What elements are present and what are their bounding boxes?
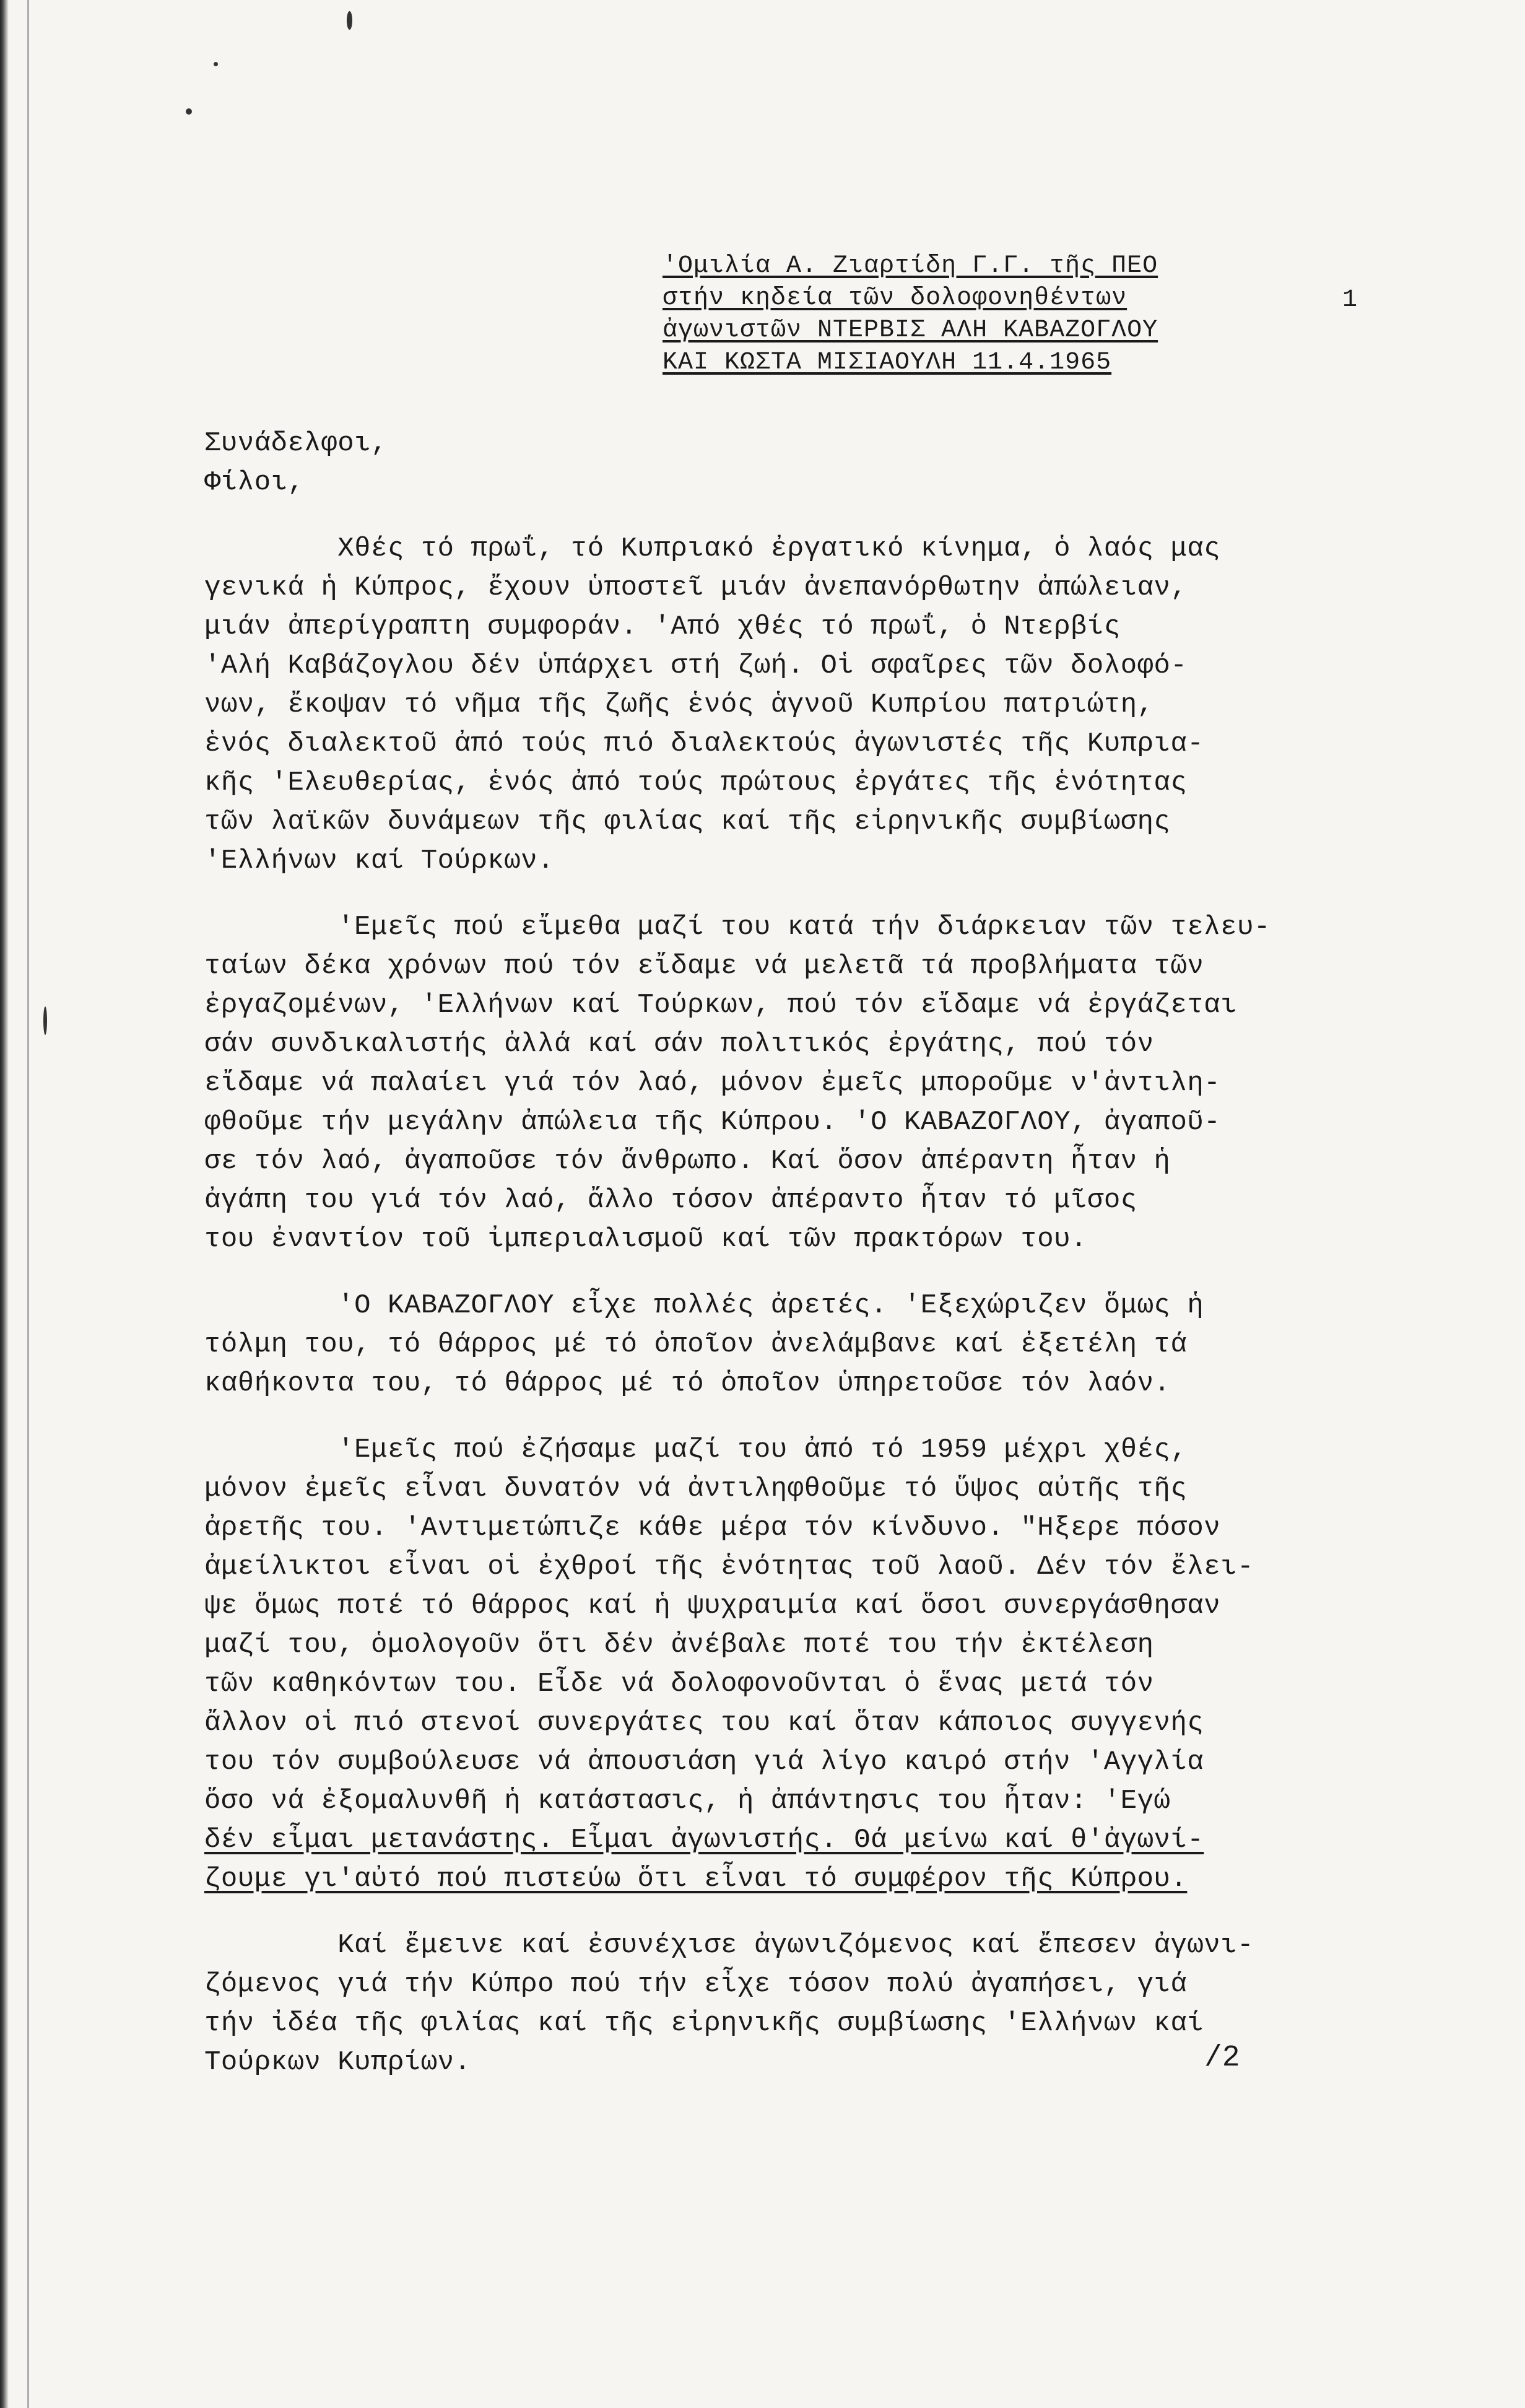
scan-mark: [214, 62, 218, 66]
paragraph: [204, 908, 1381, 1259]
text-line: τῶν λαϊκῶν δυνάμεων τῆς φιλίας καί τῆς εἰρηνικῆς συμβίωσης: [204, 806, 1171, 837]
text-line: ἐργαζομένων, 'Ελλήνων καί Τούρκων, πού τόν εἴδαμε νά ἐργάζεται: [204, 990, 1238, 1021]
text-line: νων, ἔκοψαν τό νῆμα τῆς ζωῆς ἑνός ἁγνοῦ Κυπρίου πατριώτη,: [204, 689, 1154, 720]
text-line: κῆς 'Ελευθερίας, ἑνός ἀπό τούς πρώτους ἐργάτες τῆς ἑνότητας: [204, 767, 1188, 798]
text-line: του ἐναντίον τοῦ ἰμπεριαλισμοῦ καί τῶν πρακτόρων του.: [204, 1224, 1087, 1255]
text-line: σάν συνδικαλιστής ἀλλά καί σάν πολιτικός ἐργάτης, πού τόν: [204, 1029, 1154, 1060]
text-line: σε τόν λαό, ἀγαποῦσε τόν ἄνθρωπο. Καί ὅσον ἀπέραντη ἦταν ἡ: [204, 1146, 1171, 1177]
heading-line: 'Ομιλία Α. Ζιαρτίδη Γ.Γ. τῆς ΠΕΟ: [663, 252, 1158, 280]
paragraph: [204, 1431, 1381, 1899]
heading-line: ἀγωνιστῶν ΝΤΕΡΒΙΣ ΑΛΗ ΚΑΒΑΖΟΓΛΟΥ: [663, 316, 1158, 344]
underlined-quote-line: δέν εἶμαι μετανάστης. Εἶμαι ἀγωνιστής. Θά μείνω καί θ'ἀγωνί-: [204, 1825, 1204, 1856]
scan-mark: [347, 11, 352, 30]
text-line: μόνον ἐμεῖς εἶναι δυνατόν νά ἀντιληφθοῦμε τό ὕψος αὐτῆς τῆς: [204, 1473, 1188, 1504]
text-line: ζόμενος γιά τήν Κύπρο πού τήν εἶχε τόσον πολύ ἀγαπήσει, γιά: [204, 1969, 1188, 2000]
text-line: τόλμη του, τό θάρρος μέ τό ὁποῖον ἀνελάμβανε καί ἐξετέλη τά: [204, 1329, 1188, 1360]
text-line: 'Ελλήνων καί Τούρκων.: [204, 845, 554, 876]
text-line: ἀμείλικτοι εἶναι οἱ ἐχθροί τῆς ἑνότητας τοῦ λαοῦ. Δέν τόν ἔλει-: [204, 1551, 1254, 1582]
text-line: φθοῦμε τήν μεγάλην ἀπώλεια τῆς Κύπρου. 'Ο ΚΑΒΑΖΟΓΛΟΥ, ἀγαποῦ-: [204, 1107, 1221, 1138]
text-line: μιάν ἀπερίγραπτη συμφοράν. 'Από χθές τό πρωΐ, ὁ Ντερβίς: [204, 611, 1121, 642]
scan-edge-line: [27, 0, 29, 2408]
text-line: ψε ὅμως ποτέ τό θάρρος καί ἡ ψυχραιμία καί ὅσοι συνεργάσθησαν: [204, 1590, 1221, 1621]
text-line: Χθές τό πρωΐ, τό Κυπριακό ἐργατικό κίνημα, ὁ λαός μας: [204, 533, 1221, 564]
text-line: ἀρετῆς του. 'Αντιμετώπιζε κάθε μέρα τόν κίνδυνο. "Ηξερε πόσον: [204, 1512, 1221, 1543]
document-heading: [663, 250, 1282, 379]
greeting-line: Φίλοι,: [204, 467, 305, 498]
text-line: ταίων δέκα χρόνων πού τόν εἴδαμε νά μελετᾶ τά προβλήματα τῶν: [204, 951, 1204, 982]
text-line: του τόν συμβούλευσε νά ἀπουσιάση γιά λίγο καιρό στήν 'Αγγλία: [204, 1747, 1204, 1778]
paragraph: [204, 1286, 1381, 1403]
text-line: 'Εμεῖς πού εἴμεθα μαζί του κατά τήν διάρκειαν τῶν τελευ-: [204, 912, 1271, 943]
text-line: 'Εμεῖς πού ἐζήσαμε μαζί του ἀπό τό 1959 μέχρι χθές,: [204, 1434, 1188, 1465]
scan-left-edge: [0, 0, 9, 2408]
text-line: εἴδαμε νά παλαίει γιά τόν λαό, μόνον ἐμεῖς μποροῦμε ν'ἀντιλη-: [204, 1068, 1221, 1099]
underlined-quote-line: ζουμε γι'αὐτό πού πιστεύω ὅτι εἶναι τό συμφέρον τῆς Κύπρου.: [204, 1864, 1188, 1895]
text-line: 'Αλή Καβάζογλου δέν ὑπάρχει στή ζωή. Οἱ σφαῖρες τῶν δολοφό-: [204, 650, 1188, 681]
text-line: τῶν καθηκόντων του. Εἶδε νά δολοφονοῦνται ὁ ἕνας μετά τόν: [204, 1669, 1154, 1699]
text-line: ἄλλον οἱ πιό στενοί συνεργάτες του καί ὅταν κάποιος συγγενής: [204, 1708, 1204, 1738]
speech-body: [204, 424, 1381, 2082]
heading-line: στήν κηδεία τῶν δολοφονηθέντων: [663, 284, 1127, 312]
text-line: μαζί του, ὁμολογοῦν ὅτι δέν ἀνέβαλε ποτέ του τήν ἐκτέλεση: [204, 1629, 1154, 1660]
heading-line: ΚΑΙ ΚΩΣΤΑ ΜΙΣΙΑΟΥΛΗ 11.4.1965: [663, 349, 1112, 377]
text-line: καθήκοντα του, τό θάρρος μέ τό ὁποῖον ὑπηρετοῦσε τόν λαόν.: [204, 1368, 1171, 1399]
scan-mark: [186, 108, 192, 115]
text-line: γενικά ἡ Κύπρος, ἔχουν ὑποστεῖ μιάν ἀνεπανόρθωτην ἀπώλειαν,: [204, 572, 1188, 603]
greeting-line: Συνάδελφοι,: [204, 428, 388, 459]
text-line: Καί ἔμεινε καί ἐσυνέχισε ἀγωνιζόμενος καί ἔπεσεν ἀγωνι-: [204, 1930, 1254, 1961]
scan-mark: [43, 1006, 47, 1035]
text-line: τήν ἰδέα τῆς φιλίας καί τῆς εἰρηνικῆς συμβίωσης 'Ελλήνων καί: [204, 2008, 1204, 2039]
text-line: Τούρκων Κυπρίων.: [204, 2047, 471, 2078]
paragraph: [204, 530, 1381, 881]
page-number: 1: [1342, 286, 1358, 314]
text-line: ἀγάπη του γιά τόν λαό, ἄλλο τόσον ἀπέραντο ἦταν τό μῖσος: [204, 1185, 1137, 1216]
text-line: 'Ο ΚΑΒΑΖΟΓΛΟΥ εἶχε πολλές ἀρετές. 'Εξεχώριζεν ὅμως ἡ: [204, 1290, 1204, 1321]
text-line: ἑνός διαλεκτοῦ ἀπό τούς πιό διαλεκτούς ἀγωνιστές τῆς Κυπρια-: [204, 728, 1204, 759]
text-line: ὅσο νά ἐξομαλυνθῆ ἡ κατάστασις, ἡ ἀπάντησις του ἦταν: 'Εγώ: [204, 1786, 1171, 1817]
next-page-marker: /2: [1204, 2041, 1240, 2075]
